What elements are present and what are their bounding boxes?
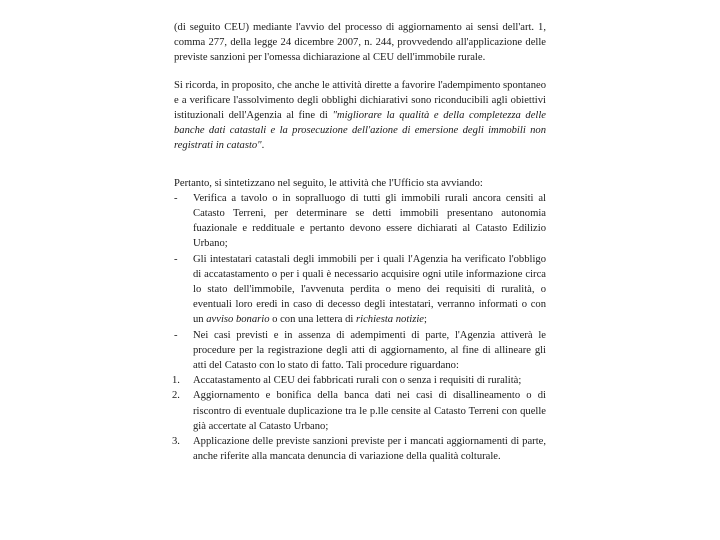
numbered-item-text: Accatastamento al CEU dei fabbricati rurali con o senza i requisiti di ruralità; [193,375,522,387]
list-item-text: ; [423,314,427,326]
list-item-text: Verifica a tavolo o in sopralluogo di tutti gli immobili rurali ancora censiti al Catasto Terreni, per determinare se detti immobili presentano autonomia fuazionale e reddituale e pertanto devono essere dichiarati al Catasto Edilizio Urbano; [193,192,546,250]
procedures-list [174,373,546,464]
summary-paragraph [174,176,546,191]
list-item [174,252,546,328]
item-number: 2. [172,390,180,402]
bullet-marker: - [174,192,178,204]
item-number: 1. [172,375,180,387]
list-item [174,328,546,374]
intro-text: (di seguito CEU) mediante l'avvio del processo di aggiornamento ai sensi dell'art. 1, comma 277, della legge 24 dicembre 2007, n. 244, provvedendo all'applicazione delle previste sanzioni per l'omessa dichiarazione al CEU dell'immobile rurale. [174,22,546,64]
numbered-item [174,434,546,464]
avviso-bonario-term: avviso bonario [206,314,270,326]
reminder-quote: "migliorare la qualità e della completezza delle banche dati catastali e la prosecuzione dell'azione di emersione degli immobili non registrati in catasto" [174,110,546,152]
reminder-paragraph [174,78,546,154]
activities-list [174,191,546,373]
bullet-marker: - [174,253,178,265]
list-item-text: Gli intestatari catastali degli immobili per i quali l'Agenzia ha verificato l'obbligo di accatastamento o per i quali è necessario acquisire ogni utile informazione circa lo stato dell'immobile, l'avvenuta perdita o meno dei requisiti di ruralità, o eventuali loro eredi in caso di decesso degli intestatari, verranno informati o con un [193,253,546,326]
summary-text: Pertanto, si sintetizzano nel seguito, le attività che l'Ufficio sta avviando: [174,177,483,189]
reminder-end: . [261,140,265,152]
document-page [174,20,546,464]
item-number: 3. [172,436,180,448]
numbered-item [174,388,546,434]
intro-paragraph [174,20,546,66]
numbered-item-text: Aggiornamento e bonifica della banca dati nei casi di disallineamento o di riscontro di eventuale duplicazione tra le p.lle censite al Catasto Terreni con quelle già accertate al Catasto Urbano; [193,390,546,432]
list-item-text: o con una lettera di [269,314,356,326]
numbered-item-text: Applicazione delle previste sanzioni previste per i mancati aggiornamenti di parte, anche riferite alla mancata denuncia di variazione della qualità colturale. [193,436,546,463]
reminder-text: Si ricorda, in proposito, che anche le attività dirette a favorire l'adempimento spontaneo e a verificare l'assolvimento degli obblighi dichiarativi sono riconducibili agli obiettivi istituzionali dell'Agenzia al fine di [174,79,546,122]
list-item [174,191,546,252]
richiesta-notizie-term: richiesta notizie [356,314,424,326]
numbered-item [174,373,546,388]
bullet-marker: - [174,329,178,341]
list-item-text: Nei casi previsti e in assenza di adempimenti di parte, l'Agenzia attiverà le procedure per la registrazione degli atti di aggiornamento, al fine di allineare gli atti del Catasto con lo stato di fatto. Tali procedure riguardano: [193,329,546,372]
